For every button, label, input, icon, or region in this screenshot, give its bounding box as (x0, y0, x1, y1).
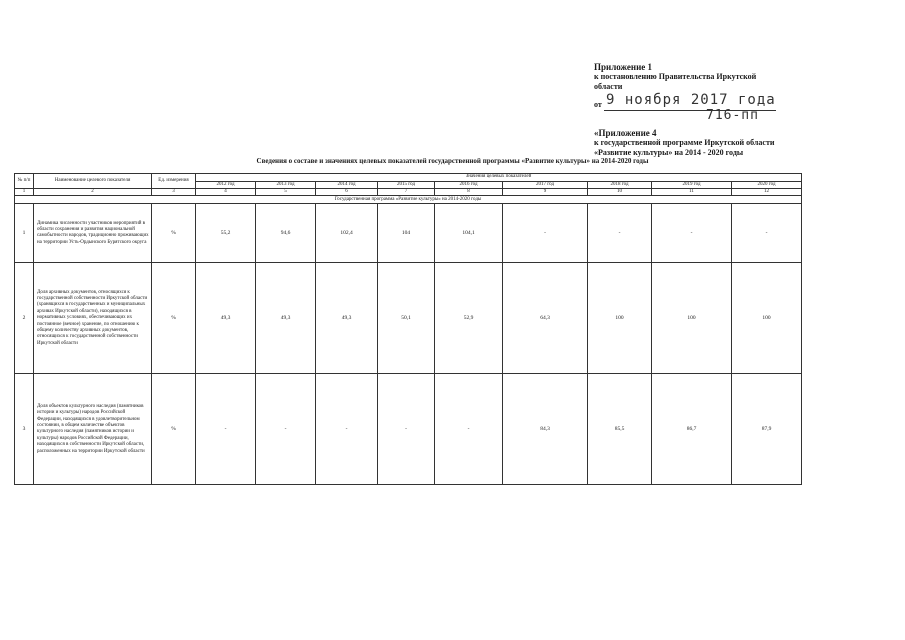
column-number: 1 (15, 189, 34, 196)
column-number: 6 (316, 189, 378, 196)
row-number: 3 (15, 374, 34, 485)
header-unit: Ед. измерения (152, 174, 196, 189)
appendix-header (594, 62, 844, 158)
program-appendix-label: «Приложение 4 (594, 128, 657, 138)
column-number: 7 (378, 189, 435, 196)
column-numbers-row (15, 189, 802, 196)
value-cell: 104,1 (435, 204, 503, 263)
handwritten-number: 716-пп (706, 108, 759, 123)
value-cell: 55,2 (196, 204, 256, 263)
column-number: 4 (196, 189, 256, 196)
header-year: 2018 год (588, 181, 652, 189)
header-year: 2012 год (196, 181, 256, 189)
table-row (15, 263, 802, 374)
value-cell: 94,6 (256, 204, 316, 263)
value-cell: - (196, 374, 256, 485)
appendix-label: Приложение 1 (594, 62, 653, 72)
indicators-table (14, 173, 802, 485)
value-cell: 87,9 (732, 374, 802, 485)
column-number: 12 (732, 189, 802, 196)
program-name: «Развитие культуры» на 2014 - 2020 годы (594, 148, 744, 157)
value-cell: - (652, 204, 732, 263)
value-cell: - (316, 374, 378, 485)
row-number: 1 (15, 204, 34, 263)
value-cell: - (256, 374, 316, 485)
indicator-unit: % (152, 263, 196, 374)
table-row (15, 204, 802, 263)
column-number: 8 (435, 189, 503, 196)
value-cell: 100 (732, 263, 802, 374)
date-prefix: от (594, 100, 602, 109)
program-row (15, 196, 802, 204)
value-cell: - (588, 204, 652, 263)
value-cell: 86,7 (652, 374, 732, 485)
program-reference: к государственной программе Иркутской области (594, 138, 775, 147)
resolution-reference: к постановлению Правительства Иркутской (594, 72, 757, 81)
row-number: 2 (15, 263, 34, 374)
header-indicator-name: Наименование целевого показателя (34, 174, 152, 189)
value-cell: 102,4 (316, 204, 378, 263)
value-cell: 84,3 (503, 374, 588, 485)
indicator-name: Доля архивных документов, относящихся к государственной собственности Иркутской области (хранящихся в государственных и муниципальных архивах Иркутской области), находящихся в нормативных условиях, обеспечивающих их постоянное (вечное) хранение, по отношению к общему количеству архивных документов, относящихся к государственной собственности Иркутской области (34, 263, 152, 374)
number-row (594, 108, 844, 128)
header-number: № п/п (15, 174, 34, 189)
column-number: 3 (152, 189, 196, 196)
value-cell: 64,3 (503, 263, 588, 374)
value-cell: - (435, 374, 503, 485)
value-cell: 49,3 (196, 263, 256, 374)
indicator-name: Динамика численности участников мероприятий в области сохранения и развития национальной самобытности народов, традиционно проживающих на территории Усть-Ордынского Бурятского округа (34, 204, 152, 263)
header-year: 2017 год (503, 181, 588, 189)
value-cell: 49,3 (316, 263, 378, 374)
column-number: 11 (652, 189, 732, 196)
value-cell: 104 (378, 204, 435, 263)
value-cell: 49,3 (256, 263, 316, 374)
header-year: 2016 год (435, 181, 503, 189)
table-row (15, 374, 802, 485)
header-year: 2019 год (652, 181, 732, 189)
header-values: Значения целевых показателей (196, 174, 802, 182)
value-cell: 52,9 (435, 263, 503, 374)
indicator-name: Доля объектов культурного наследия (памятников истории и культуры) народов Российской Федерации, находящихся в удовлетворительном состоянии, в общем количестве объектов культурного наследия (памятников истории и культуры) народов Российской Федерации, находящихся в собственности Иркутской области, расположенных на территории Иркутской области (34, 374, 152, 485)
column-number: 10 (588, 189, 652, 196)
resolution-reference-region: области (594, 82, 623, 91)
value-cell: - (503, 204, 588, 263)
table-header-row (15, 174, 802, 182)
value-cell: - (378, 374, 435, 485)
header-year: 2020 год (732, 181, 802, 189)
header-year: 2014 год (316, 181, 378, 189)
indicator-unit: % (152, 374, 196, 485)
value-cell: 100 (652, 263, 732, 374)
document-title: Сведения о составе и значениях целевых показателей государственной программы «Развитие культуры» на 2014-2020 годы (256, 157, 649, 165)
value-cell: 100 (588, 263, 652, 374)
program-row-label: Государственная программа «Развитие культуры» на 2014-2020 годы (15, 196, 802, 204)
value-cell: 85,5 (588, 374, 652, 485)
value-cell: 50,1 (378, 263, 435, 374)
header-year: 2015 год (378, 181, 435, 189)
column-number: 2 (34, 189, 152, 196)
indicator-unit: % (152, 204, 196, 263)
column-number: 5 (256, 189, 316, 196)
header-year: 2013 год (256, 181, 316, 189)
handwritten-date: 9 ноября 2017 года (606, 92, 776, 108)
column-number: 9 (503, 189, 588, 196)
value-cell: - (732, 204, 802, 263)
